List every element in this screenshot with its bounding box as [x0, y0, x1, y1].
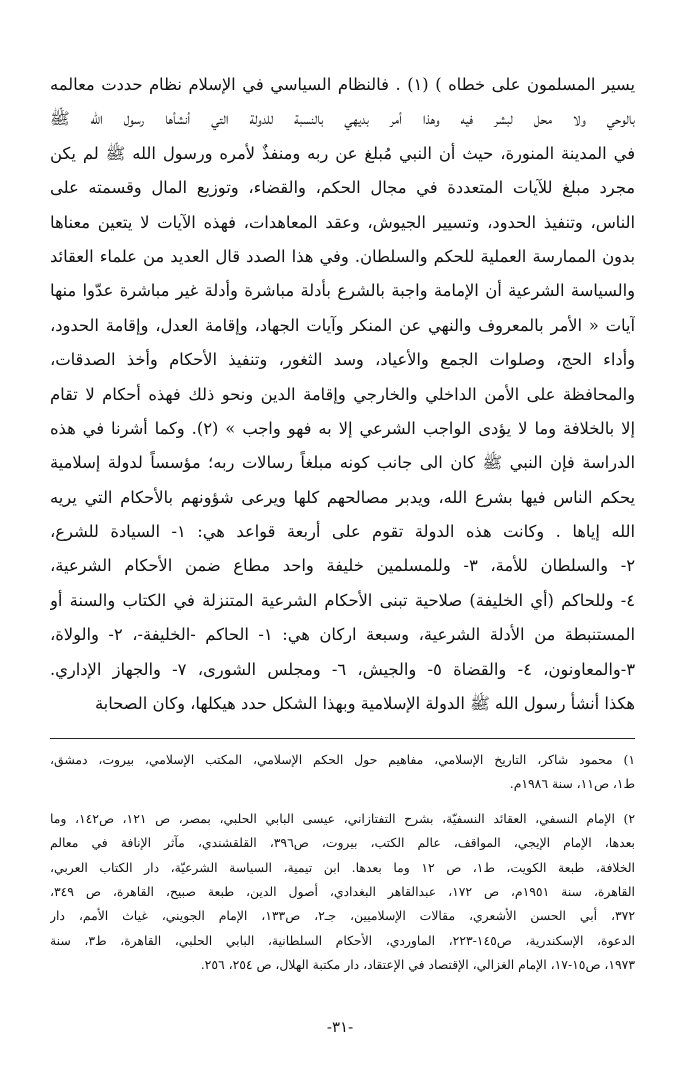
footnote-2: [50, 807, 635, 978]
body-line: يسير المسلمون على خطاه ) (١) . فالنظام السياسي في الإسلام نظام حددت معالمه: [50, 75, 635, 94]
body-line: الناس، وتنفيذ الحدود، وتسيير الجيوش، وعقد المعاهدات، فهذه الآيات لا يتعين معناها: [50, 212, 635, 232]
page-number: -٣١-: [326, 1018, 354, 1036]
body-line: الله إياها . وكانت هذه الدولة تقوم على أربعة قواعد هي: ١- السيادة للشرع،: [50, 522, 635, 542]
footnote-line: ٣٧٢، أبي الحسن الأشعري، مقالات الإسلاميين، جـ٢، ص١٣٣، الإمام الجويني، غياث الأمم، دار: [50, 908, 635, 924]
body-line: الدراسة فإن النبي ﷺ كان الى جانب كونه مبلغاً رسالات ربه؛ مؤسساً لدولة إسلامية: [50, 453, 635, 473]
body-line: ٣-والمعاونون، ٤- والقضاة ٥- والجيش، ٦- ومجلس الشورى، ٧- والجهاز الإداري.: [50, 659, 635, 679]
body-line: يحكم الناس فيها بشرع الله، ويدبر مصالحهم كلها ويرعى شؤونهم بالأحكام التي يريه: [50, 487, 635, 507]
footnote-line: ط١، ص١١، سنة ١٩٨٦م.: [509, 776, 635, 792]
footnote-line: بعدها، الإمام الإيجي، المواقف، عالم الكتب، بيروت، ص٣٩٦، القلقشندي، مآثر الإنافة في معالم: [50, 835, 635, 851]
body-line: إلا بالخلافة وما لا يؤدى الواجب الشرعي إلا به فهو واجب » (٢). وكما أشرنا في هذه: [50, 418, 635, 438]
footnote-line: ٢) الإمام النسفي، العقائد النسفيّة، بشرح التفتازاني، عيسى البابي الحلبي، بمصر، ص ١٢١، ص١٤٢، وما: [50, 810, 635, 826]
body-line: في المدينة المنورة، حيث أن النبي مُبلغ عن ربه ومنفذٌ لأمره ورسول الله ﷺ لم يكن: [50, 143, 635, 163]
footnote-line: القاهرة، سنة ١٩٥١م، ص ١٧٢، عبدالقاهر البغدادي، أصول الدين، طبعة صبيح، القاهرة، ص ٣٤٩،: [50, 883, 635, 899]
body-line: بالوحي ولا محل لبشر فيه وهذا أمر بديهي بالنسبة للدولة التي أنشأها رسول الله ﷺ: [50, 109, 635, 129]
body-line: هكذا أنشأ رسول الله ﷺ الدولة الإسلامية وبهذا الشكل حدد هيكلها، وكان الصحابة: [94, 694, 635, 714]
body-line: ٤- وللحاكم (أي الخليفة) صلاحية تبنى الأحكام الشرعية المتنزلة في الكتاب والسنة أو: [50, 590, 635, 610]
body-line: والسياسة الشرعية أن الإمامة واجبة بالشرع بأدلة مباشرة وأدلة غير مباشرة عدّوا منها: [50, 281, 635, 301]
footnote-1: [50, 748, 635, 797]
footnote-gap: [50, 797, 635, 807]
footnote-line: ١) محمود شاكر، التاريخ الإسلامي، مفاهيم حول الحكم الإسلامي، المكتب الإسلامي، بيروت، دمشق،: [50, 752, 635, 767]
body-line: والمحافظة على الأمن الداخلي والخارجي وإقامة الدين ونحو ذلك فهذه أحكام لا تقام: [50, 384, 635, 404]
body-line: المستنبطة من الأدلة الشرعية، وسبعة اركان هي: ١- الحاكم -الخليفة-، ٢- والولاة،: [50, 625, 635, 645]
footnotes: [50, 748, 635, 978]
body-line: مجرد مبلغ للآيات المتعددة في مجال الحكم، والقضاء، وتوزيع المال وقسمته على: [50, 178, 635, 198]
body-line: بدون الممارسة العملية للحكم والسلطان. وفي هذا الصدد قال العديد من علماء العقائد: [50, 246, 635, 266]
body-line: آيات « الأمر بالمعروف والنهي عن المنكر وآيات الجهاد، وإقامة العدل، وإقامة الحدود،: [50, 315, 635, 335]
body-line: وأداء الحج، وصلوات الجمع والأعياد، وسد الثغور، وتنفيذ الأحكام وأخذ الصدقات،: [50, 350, 635, 370]
footnote-line: ١٩٧٣، ص١٥-١٧، الإمام الغزالي، الإقتصاد في الإعتقاد، دار مكتبة الهلال، ص ٢٥٤، ٢٥٦.: [200, 957, 635, 973]
body-line: ٢- والسلطان للأمة، ٣- وللمسلمين خليفة واحد مطاع ضمن الأحكام الشرعية،: [50, 556, 635, 576]
footnote-divider: [50, 738, 635, 739]
footnote-line: الدعوة، الإسكندرية، ص١٤٥-٢٢٣، الماوردي، الأحكام السلطانية، البابي الحلبي، القاهرة، ط٣، سنة: [50, 932, 635, 948]
footnote-line: الخلافة، طبعة الكويت، ط١، ص ١٢ وما بعدها. ابن تيمية، السياسة الشرعيّة، دار الكتاب العربي،: [50, 859, 635, 875]
body-text: [50, 68, 635, 721]
